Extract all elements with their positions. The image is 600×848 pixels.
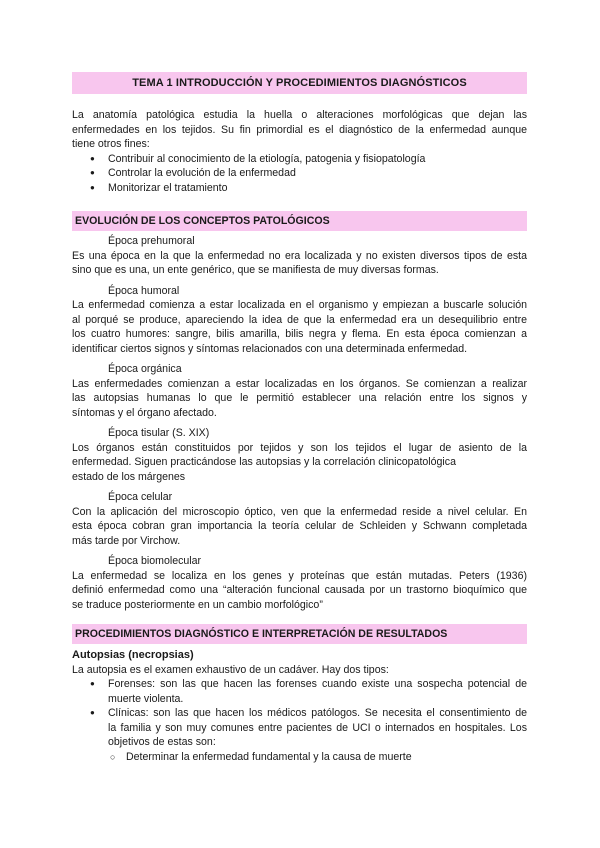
list-item-text: Controlar la evolución de la enfermedad [108, 167, 296, 179]
list-item [72, 152, 527, 167]
era-title: Época tisular (S. XIX) [108, 427, 210, 439]
era-line: Es una época en la que la enfermedad no era localizada y no existen diversos tipos de esta [72, 249, 527, 262]
bullet-icon: ● [90, 708, 95, 717]
list-item [72, 166, 527, 181]
era-title: Época humoral [108, 284, 180, 297]
era-line: enfermedad. Siguen practicándose las autopsias y la correlación clinicopatológica [72, 456, 456, 468]
bullet-icon: ● [90, 168, 95, 177]
list-item [72, 750, 527, 765]
era-title: Época prehumoral [108, 235, 195, 247]
era-line: Con la aplicación del microscopio óptico, ven que la enfermedad reside a nivel celular. En [72, 505, 527, 518]
bullet-icon: ● [90, 153, 95, 163]
era-line: La enfermedad se localiza en los genes y proteínas que están mutadas. Peters (1936) [72, 569, 527, 582]
intro-line: tiene otros fines: [72, 138, 150, 150]
bullet-icon: ● [90, 182, 95, 192]
era-line: Las enfermedades comienzan a estar localizadas en los órganos. Se comienzan a realizar [72, 377, 527, 390]
objectives-list [72, 750, 527, 765]
autopsia-intro: La autopsia es el examen exhaustivo de un cadáver. Hay dos tipos: [72, 663, 389, 676]
list-item [72, 181, 527, 196]
list-item-text: Determinar la enfermedad fundamental y la causa de muerte [126, 750, 412, 763]
era-line: se traduce posteriormente en un cambio morfológico” [72, 598, 323, 611]
era-line: más tarde por Virchow. [72, 534, 181, 547]
era-line: al porqué se produce, apareciendo la idea de que la enfermedad era un desequilibrio entre [72, 313, 527, 326]
era-block [72, 234, 527, 278]
era-block [72, 362, 527, 420]
era-block [72, 426, 527, 484]
list-item-text: Contribuir al conocimiento de la etiología, patogenia y fisiopatología [108, 152, 426, 165]
era-line: los cuatro humores: sangre, bilis amarilla, bilis negra y flema. En esta época comienzan a [72, 328, 527, 340]
era-line: las autopsias humanas lo que le permitió establecer una relación entre los signos y [72, 392, 527, 404]
era-line: estado de los márgenes [72, 470, 186, 483]
list-item [72, 677, 527, 706]
section-heading-procedimientos: PROCEDIMIENTOS DIAGNÓSTICO E INTERPRETACIÓN DE RESULTADOS [72, 624, 527, 644]
autopsy-types-list [72, 677, 527, 750]
era-block [72, 554, 527, 612]
intro-line: enfermedades en los tejidos. Su fin primordial es el diagnóstico de la enfermedad aunque [72, 123, 527, 136]
list-item-text-line: Forenses: son las que hacen las forenses cuando existe una sospecha potencial de [108, 678, 527, 690]
subsection-heading: Autopsias (necropsias) [72, 649, 194, 661]
era-title: Época biomolecular [108, 555, 202, 567]
era-title: Época orgánica [108, 363, 182, 375]
era-line: La enfermedad comienza a estar localizada en el organismo y empiezan a buscarle solución [72, 299, 527, 311]
section-heading-evolucion: EVOLUCIÓN DE LOS CONCEPTOS PATOLÓGICOS [72, 211, 527, 231]
era-title: Época celular [108, 491, 173, 503]
era-line: esta época cobran gran importancia la teoría celular de Schleiden y Schwann completada [72, 520, 527, 532]
bullet-icon: ● [90, 679, 95, 688]
era-line: definió enfermedad como una “alteración funcional causada por un trastorno bioquímico que [72, 584, 527, 596]
intro-line: La anatomía patológica estudia la huella o alteraciones morfológicas que dejan las [72, 109, 527, 121]
intro-paragraph [72, 108, 527, 152]
list-item-text-line: Clínicas: son las que hacen los médicos patólogos. Se necesita el consentimiento de [108, 707, 527, 719]
era-line: identificar ciertos signos y síntomas relacionados con una determinada enfermedad. [72, 342, 468, 355]
intro-bullet-list [72, 152, 527, 196]
page-title: TEMA 1 INTRODUCCIÓN Y PROCEDIMIENTOS DIAGNÓSTICOS [72, 72, 527, 94]
era-line: síntomas y el órgano afectado. [72, 406, 217, 419]
era-line: Los órganos están constituidos por tejidos y son los tejidos el lugar de asiento de la [72, 441, 527, 454]
era-block [72, 284, 527, 357]
list-item-text-line: objetivos de estas son: [108, 736, 216, 748]
list-item-text: Monitorizar el tratamiento [108, 181, 228, 194]
list-item-text-line: muerte violenta. [108, 692, 184, 705]
list-item [72, 706, 527, 750]
era-line: sino que es una, un ente genérico, que se manifiesta de muy diversas formas. [72, 264, 439, 276]
document-page [72, 72, 527, 764]
list-item-text-line: la familia y son muy comunes entre pacientes de UCI o internados en hospitales. Los [108, 721, 527, 734]
circle-bullet-icon: ○ [110, 751, 116, 762]
era-block [72, 490, 527, 548]
